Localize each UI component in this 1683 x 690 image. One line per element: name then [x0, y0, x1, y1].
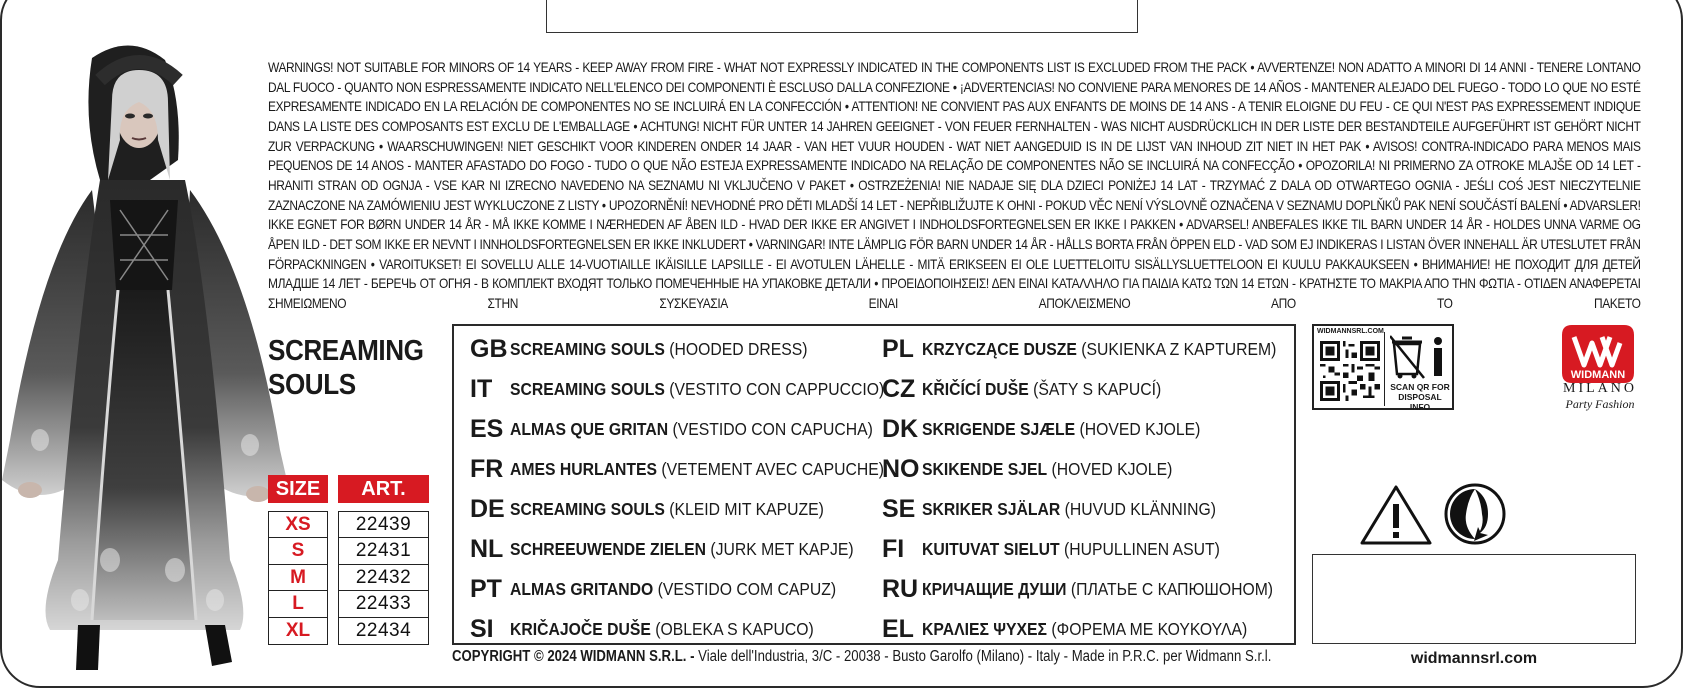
logo-city: MILANO [1563, 381, 1637, 396]
costume-desc: (VESTIDO CON CAPUCHA) [672, 419, 873, 439]
name-row-fr [470, 452, 926, 486]
size-cell: M [269, 565, 327, 591]
costume-name: КРИЧАЩИЕ ДУШИ [922, 579, 1067, 599]
art-cell: 22431 [339, 538, 428, 564]
language-code: CZ [882, 375, 916, 403]
top-label-box [546, 0, 1138, 33]
costume-name: SCREAMING SOULS [510, 499, 665, 519]
art-column [338, 511, 429, 645]
name-row-gb [470, 332, 841, 366]
costume-model-figure [0, 40, 290, 670]
language-code: FI [882, 535, 905, 563]
costume-name: SKRIKER SJÄLAR [922, 499, 1061, 519]
costume-desc: (SUKIENKA Z KAPTUREM) [1081, 339, 1277, 359]
costume-desc: (VESTIDO COM CAPUZ) [657, 579, 837, 599]
name-row-de [470, 492, 859, 526]
name-row-it [470, 372, 926, 406]
size-cell: XS [269, 512, 327, 538]
costume-desc: (JURK MET KAPJE) [710, 539, 854, 559]
costume-name: SCHREEUWENDE ZIELEN [510, 539, 707, 559]
costume-name: KŘIČÍCÍ DUŠE [922, 379, 1029, 399]
costume-name: ALMAS GRITANDO [510, 579, 654, 599]
language-code: ES [470, 415, 504, 443]
language-code: SI [470, 615, 494, 643]
name-row-pl [882, 332, 1316, 366]
translated-names-box [452, 324, 1296, 645]
disposal-qr-box [1312, 324, 1454, 410]
costume-name: ALMAS QUE GRITAN [510, 419, 669, 439]
name-row-cz [882, 372, 1188, 406]
language-code: EL [882, 615, 914, 643]
costume-name: AMES HURLANTES [510, 459, 658, 479]
language-code: RU [882, 575, 919, 603]
costume-desc: (VESTITO CON CAPPUCCIO) [669, 379, 885, 399]
name-row-el [882, 612, 1283, 646]
costume-desc: (ŠATY S KAPUCÍ) [1033, 379, 1162, 399]
costume-desc: (HOVED KJOLE) [1051, 459, 1173, 479]
costume-name: SCREAMING SOULS [510, 339, 665, 359]
language-code: SE [882, 495, 916, 523]
language-code: GB [470, 335, 508, 363]
name-row-si [470, 612, 847, 646]
name-row-dk [882, 412, 1231, 446]
name-row-fi [882, 532, 1253, 566]
costume-desc: (ПЛАТЬЕ С КАПЮШОНОМ) [1070, 579, 1274, 599]
language-code: PL [882, 335, 914, 363]
language-code: IT [470, 375, 493, 403]
costume-desc: (ΦΟΡΕΜΑ ΜΕ ΚΟΥΚΟΥΛΑ) [1051, 619, 1248, 639]
name-row-pt [470, 572, 872, 606]
art-cell: 22434 [355, 619, 412, 641]
qr-code-icon [1320, 340, 1380, 402]
info-icon [1434, 337, 1442, 345]
costume-desc: (HOVED KJOLE) [1079, 419, 1201, 439]
art-cell: 22432 [339, 565, 428, 591]
widmann-logo [1558, 325, 1642, 415]
copyright-bold: COPYRIGHT © 2024 WIDMANN S.R.L. - [452, 648, 695, 665]
product-title [268, 334, 423, 402]
size-cell: S [269, 538, 327, 564]
website-text: widmannsrl.com [1410, 650, 1538, 667]
copyright-address: Viale dell'Industria, 3/C - 20038 - Busto Garolfo (Milano) - Italy - Made in P.R.C. per Widmann S.r.l. [694, 648, 1272, 665]
size-cell: XL [285, 619, 311, 641]
name-row-se [882, 492, 1249, 526]
art-header: ART. [338, 475, 429, 503]
name-row-ru [882, 572, 1312, 606]
costume-name: SCREAMING SOULS [510, 379, 665, 399]
art-cell: 22439 [339, 512, 428, 538]
safety-warnings-text: WARNINGS! NOT SUITABLE FOR MINORS OF 14 YEARS - KEEP AWAY FROM FIRE - WHAT NOT EXPRESSLY INDICATED IN THE COMPONENTS LIST IS EXCLUDED FROM THE PACK • AVVERTENZE! NON ADATTO A MINORI DI 14 ANNI - TENERE LONTANO DAL FUOCO - QUANTO NON ESPRESSAMENTE INDICATO NELL'ELENCO DEI COMPONENTI È ESCLUSO DALLA CONFEZIONE • ¡ADVERTENCIAS! NO CONVIENE PARA MENORES DE 14 AÑOS - MANTENER ALEJADO DEL FUEGO - TODO LO QUE NO ESTÉ EXPRESAMENTE INDICADO EN LA RELACIÓN DE COMPONENTES NO SE INCLUIRÁ EN LA CONFECCIÓN • ATTENTION! NE CONVIENT PAS AUX ENFANTS DE MOINS DE 14 ANS - A TENIR ELOIGNE DU FEU - CE QUI N'EST PAS EXPRESSEMENT INDIQUE DANS LA LISTE DES COMPOSANTS EST EXCLU DE L'EMBALLAGE • ACHTUNG! NICHT FÜR UNTER 14 JAHREN GEEIGNET - VON FEUER FERNHALTEN - WAS NICHT AUSDRÜCKLICH IN DER LISTE DER BESTANDTEILE AUFGEFÜHRT IST GEHÖRT NICHT ZUR VERPACKUNG • WAARSCHUWINGEN! NIET GESCHIKT VOOR KINDEREN ONDER 14 JAAR - VAN HET VUUR HOUDEN - WAT NIET AANGEDUID IS IN DE LIJST VAN INHOUD ZIT NIET IN HET PAK • AVISOS! CONTRA-INDICADO PARA MENOS MAIS PEQUENOS DE 14 ANOS - MANTER AFASTADO DO FOGO - TUDO O QUE NÃO ESTEJA EXPRESSAMENTE INDICADO NA RELAÇÃO DE COMPONENTES NÃO SE INCLUIRÁ NA CONFECÇÃO • OPOZORILA! NI PRIMERNO ZA OTROKE MLAJŠE OD 14 LET - HRANITI STRAN OD OGNJA - VSE KAR NI IZRECNO NAVEDENO NA SEZNAMU NI VKLJUČENO V PAKET • OSTRZEŻENIA! NIE NADAJE SIĘ DLA DZIECI PONIŻEJ 14 LAT - TRZYMAĆ Z DALA OD OTWARTEGO OGNIA - JEŚLI COŚ JEST NIECZYTELNIE ZAZNACZONE NA ZAMÓWIENIU JEST WYKLUCZONE Z LISTY • UPOZORNĚNÍ! NEVHODNÉ PRO DĚTI MLADŠÍ 14 LET - NEPŘIBLIŽUJTE K OHNI - POKUD VĚC NENÍ VÝSLOVNĚ OZNAČENA V SEZNAMU DOPLŇKŮ PAK NENÍ SOUČÁSTÍ BALENÍ • ADVARSLER! IKKE EGNET FOR BØRN UNDER 14 ÅR - MÅ IKKE KOMME I NÆRHEDEN AF ÅBEN ILD - HVAD DER IKKE ER ANGIVET I INDHOLDSFORTEGNELSEN ER IKKE I PAKKEN • ADVARSEL! ANBEFALES IKKE TIL BARN UNDER 14 ÅR - HOLDES UNNA VARME OG ÅPEN ILD - DET SOM IKKE ER NEVNT I INNHOLDSFORTEGNELSEN ER IKKE INKLUDERT • VARNINGAR! INTE LÄMPLIG FÖR BARN UNDER 14 ÅR - HÅLLS BORTA FRÅN ÖPPEN ELD - VAD SOM EJ INDIKERAS I LISTAN ÖVER INNEHALL ÄR UTESLUTET FRÅN FÖRPACKNINGEN • VAROITUKSET! EI SOVELLU ALLE 14-VUOTIAILLE IKÄISILLE LAPSILLE - EI AVOTULEN LÄHELLE - MITÄ ERIKSEEN EI OLE LUETTELOITU SISÄLLYSLUETTELOON EI KUULU PAKKAUKSEEN • ВНИМАНИЕ! НЕ ПОХОДИТ ДЛЯ ДЕТЕЙ МЛАДШЕ 14 ЛЕТ - БЕРЕЧЬ ОТ ОГНЯ - В КОМПЛЕКТ ВХОДЯТ ТОЛЬКО ПОМЕЧЕННЫЕ НА УПАКОВКЕ ДЕТАЛИ • ΠΡΟΕΙΔΟΠΟΙΗΣΕΙΣ! ΔΕΝ ΕΙΝΑΙ ΚΑΤΑΛΛΗΛΟ ΓΙΑ ΠΑΙΔΙΑ ΚΑΤΩ ΤΩΝ 14 ΕΤΩΝ - ΚΡΑΤΗΣΤΕ ΤΟ ΜΑΚΡΙΑ ΑΠΟ ΤΗΝ ΦΩΤΙΑ - ΟΤΙΔΕΝ ΑΝΑΦΕΡΕΤΑΙ ΣΗΜΕΙΩΜΕΝΟ ΣΤΗΝ ΣΥΣΚΕΥΑΣΙΑ ΕΙΝΑΙ ΑΠΟΚΛΕΙΣΜΕΝΟ ΑΠΟ ΤΟ ΠΑΚΕΤΟ [268, 59, 1641, 311]
costume-desc: (KLEID MIT KAPUZE) [669, 499, 824, 519]
costume-name: ΚΡΑΛΙΕΣ ΨΥΧΕΣ [922, 619, 1048, 639]
product-title-line1: SCREAMING [268, 335, 424, 367]
costume-name: KUITUVAT SIELUT [922, 539, 1060, 559]
costume-desc: (HUPULLINEN ASUT) [1064, 539, 1220, 559]
widmann-logo-mark [1562, 325, 1634, 383]
barcode-placeholder-box [1312, 554, 1636, 644]
green-dot-recycle-icon [1444, 483, 1506, 545]
copyright-line [452, 648, 1271, 666]
name-row-no [882, 452, 1200, 486]
language-code: DK [882, 415, 919, 443]
costume-name: KRZYCZĄCE DUSZE [922, 339, 1077, 359]
waste-bin-icon [1390, 334, 1450, 380]
costume-desc: (OBLEKA S KAPUCO) [655, 619, 814, 639]
product-title-line2: SOULS [268, 369, 356, 401]
costume-name: KRIČAJOČE DUŠE [510, 619, 651, 639]
size-table [268, 475, 429, 645]
language-code: NL [470, 535, 504, 563]
qr-top-label: WIDMANNSRL.COM [1317, 328, 1384, 335]
art-cell: 22433 [339, 591, 428, 617]
costume-desc: (HOODED DRESS) [669, 339, 808, 359]
name-row-es [470, 412, 913, 446]
costume-name: SKIKENDE SJEL [922, 459, 1048, 479]
costume-desc: (HUVUD KLÄNNING) [1064, 499, 1217, 519]
costume-name: SKRIGENDE SJÆLE [922, 419, 1076, 439]
language-code: PT [470, 575, 502, 603]
costume-desc: (VETEMENT AVEC CAPUCHE) [661, 459, 884, 479]
language-code: DE [470, 495, 505, 523]
size-header: SIZE [268, 475, 328, 503]
size-column [268, 511, 328, 645]
name-row-nl [470, 532, 892, 566]
logo-brand-text: WIDMANN [1570, 369, 1626, 381]
qr-caption: SCAN QR FOR DISPOSAL INFO [1390, 382, 1450, 412]
logo-tagline: Party Fashion [1565, 397, 1635, 411]
language-code: FR [470, 455, 504, 483]
size-cell: L [269, 591, 327, 617]
language-code: NO [882, 455, 920, 483]
warning-triangle-icon [1360, 484, 1432, 546]
